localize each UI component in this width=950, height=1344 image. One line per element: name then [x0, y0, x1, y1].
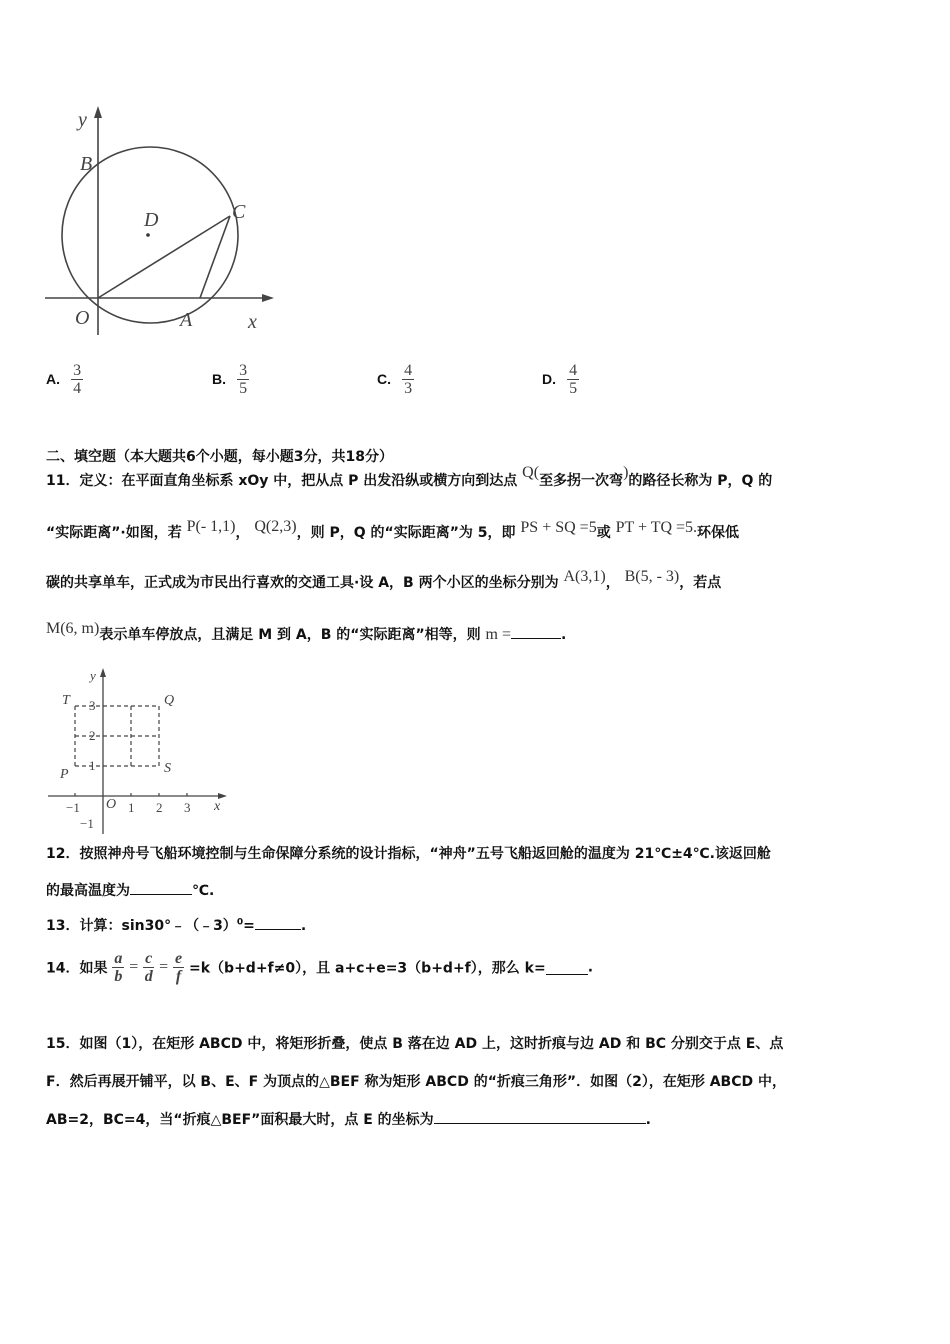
- option-c-fraction: $\frac{4}{3}$: [404, 362, 413, 397]
- grid-label-t: T: [62, 693, 70, 708]
- option-c[interactable]: [377, 362, 414, 397]
- fraction-c-d: $\frac{c}{d}$: [144, 950, 153, 985]
- y-axis-arrow: [94, 106, 102, 118]
- grid-ytick-3: 3: [89, 698, 96, 713]
- grid-ytick-1: 1: [89, 758, 96, 773]
- option-d-label: D.: [542, 371, 556, 387]
- q14: 14．如果 $\frac{a}{b}$ = $\frac{c}{d}$ = $\frac{e}{f}$ =k（b+d+f≠0），且 a+c+e=3（b+d+f），那么 k= .: [46, 950, 594, 985]
- q11-line1: 11．定义：在平面直角坐标系 xOy 中，把从点 P 出发沿纵或横方向到达点 Q(至多拐一次弯)的路径长称为 P，Q 的: [46, 464, 773, 489]
- q11-line2: “实际距离”·如图，若 P(- 1,1)， Q(2,3)，则 P，Q 的“实际距离”为 5，即 PS + SQ =5或 PT + TQ =5.环保低: [46, 518, 740, 541]
- q15-answer-blank[interactable]: [434, 1109, 646, 1124]
- grid-label-p: P: [60, 767, 69, 782]
- option-a-fraction: $\frac{3}{4}$: [73, 362, 82, 397]
- segment-ac: [200, 216, 230, 298]
- figure-circle-diagram: [40, 100, 290, 345]
- label-a: A: [180, 309, 193, 331]
- option-b-label: B.: [212, 371, 226, 387]
- label-x: x: [248, 311, 257, 333]
- option-a[interactable]: [46, 362, 83, 397]
- figure-grid-diagram: [44, 662, 234, 840]
- grid-xtick-2: 2: [156, 800, 163, 815]
- label-c: C: [232, 201, 246, 223]
- grid-label-o: O: [106, 797, 117, 812]
- label-o: O: [75, 307, 90, 329]
- grid-y-axis-arrow: [100, 668, 106, 677]
- segment-oc: [98, 216, 230, 298]
- x-axis-arrow: [262, 294, 274, 302]
- option-d-fraction: $\frac{4}{5}$: [569, 362, 578, 397]
- q15-line2: F．然后再展开铺平，以 B、E、F 为顶点的△BEF 称为矩形 ABCD 的“折痕三角形”．如图（2），在矩形 ABCD 中，: [46, 1074, 786, 1090]
- option-c-label: C.: [377, 371, 391, 387]
- fraction-a-b: $\frac{a}{b}$: [114, 950, 123, 985]
- grid-xtick-1: 1: [128, 800, 135, 815]
- q12-line1: 12．按照神舟号飞船环境控制与生命保障分系统的设计指标，“神舟”五号飞船返回舱的温度为 21℃±4℃.该返回舱: [46, 846, 771, 862]
- grid-label-q: Q: [164, 693, 175, 708]
- q15-line1: 15．如图（1），在矩形 ABCD 中，将矩形折叠，使点 B 落在边 AD 上，这时折痕与边 AD 和 BC 分别交于点 E、点: [46, 1036, 784, 1052]
- grid-xtick-neg1: −1: [66, 800, 80, 815]
- q13: 13．计算：sin30°﹣（﹣3）$^0$= .: [46, 915, 306, 935]
- q14-answer-blank[interactable]: [546, 960, 588, 975]
- option-b-fraction: $\frac{3}{5}$: [239, 362, 248, 397]
- grid-ytick-neg1: −1: [80, 816, 94, 831]
- point-d: [146, 233, 150, 237]
- q11-answer-blank[interactable]: [511, 624, 561, 639]
- q12-answer-blank[interactable]: [130, 880, 192, 895]
- fraction-e-f: $\frac{e}{f}$: [175, 950, 183, 985]
- q11-line3: 碳的共享单车，正式成为市民出行喜欢的交通工具·设 A，B 两个小区的坐标分别为 A(3,1)， B(5, - 3)，若点: [46, 568, 722, 591]
- grid-label-y: y: [90, 668, 96, 683]
- q12-line2: 的最高温度为 ℃.: [46, 880, 214, 900]
- grid-label-x: x: [214, 799, 221, 814]
- grid-xtick-3: 3: [184, 800, 191, 815]
- section-heading: 二、填空题（本大题共6个小题，每小题3分，共18分）: [46, 449, 393, 465]
- option-d[interactable]: [542, 362, 579, 397]
- grid-label-s: S: [164, 761, 171, 776]
- option-b[interactable]: [212, 362, 249, 397]
- label-y: y: [78, 109, 87, 131]
- q15-line3: AB=2，BC=4，当“折痕△BEF”面积最大时，点 E 的坐标为 .: [46, 1109, 651, 1129]
- option-a-label: A.: [46, 371, 60, 387]
- grid-ytick-2: 2: [89, 728, 96, 743]
- q11-line4: M(6, m)表示单车停放点，且满足 M 到 A，B 的“实际距离”相等，则 m = .: [46, 620, 567, 643]
- label-d: D: [144, 209, 159, 231]
- grid-dashes: [75, 706, 159, 766]
- q13-answer-blank[interactable]: [255, 915, 301, 930]
- label-b: B: [80, 153, 93, 175]
